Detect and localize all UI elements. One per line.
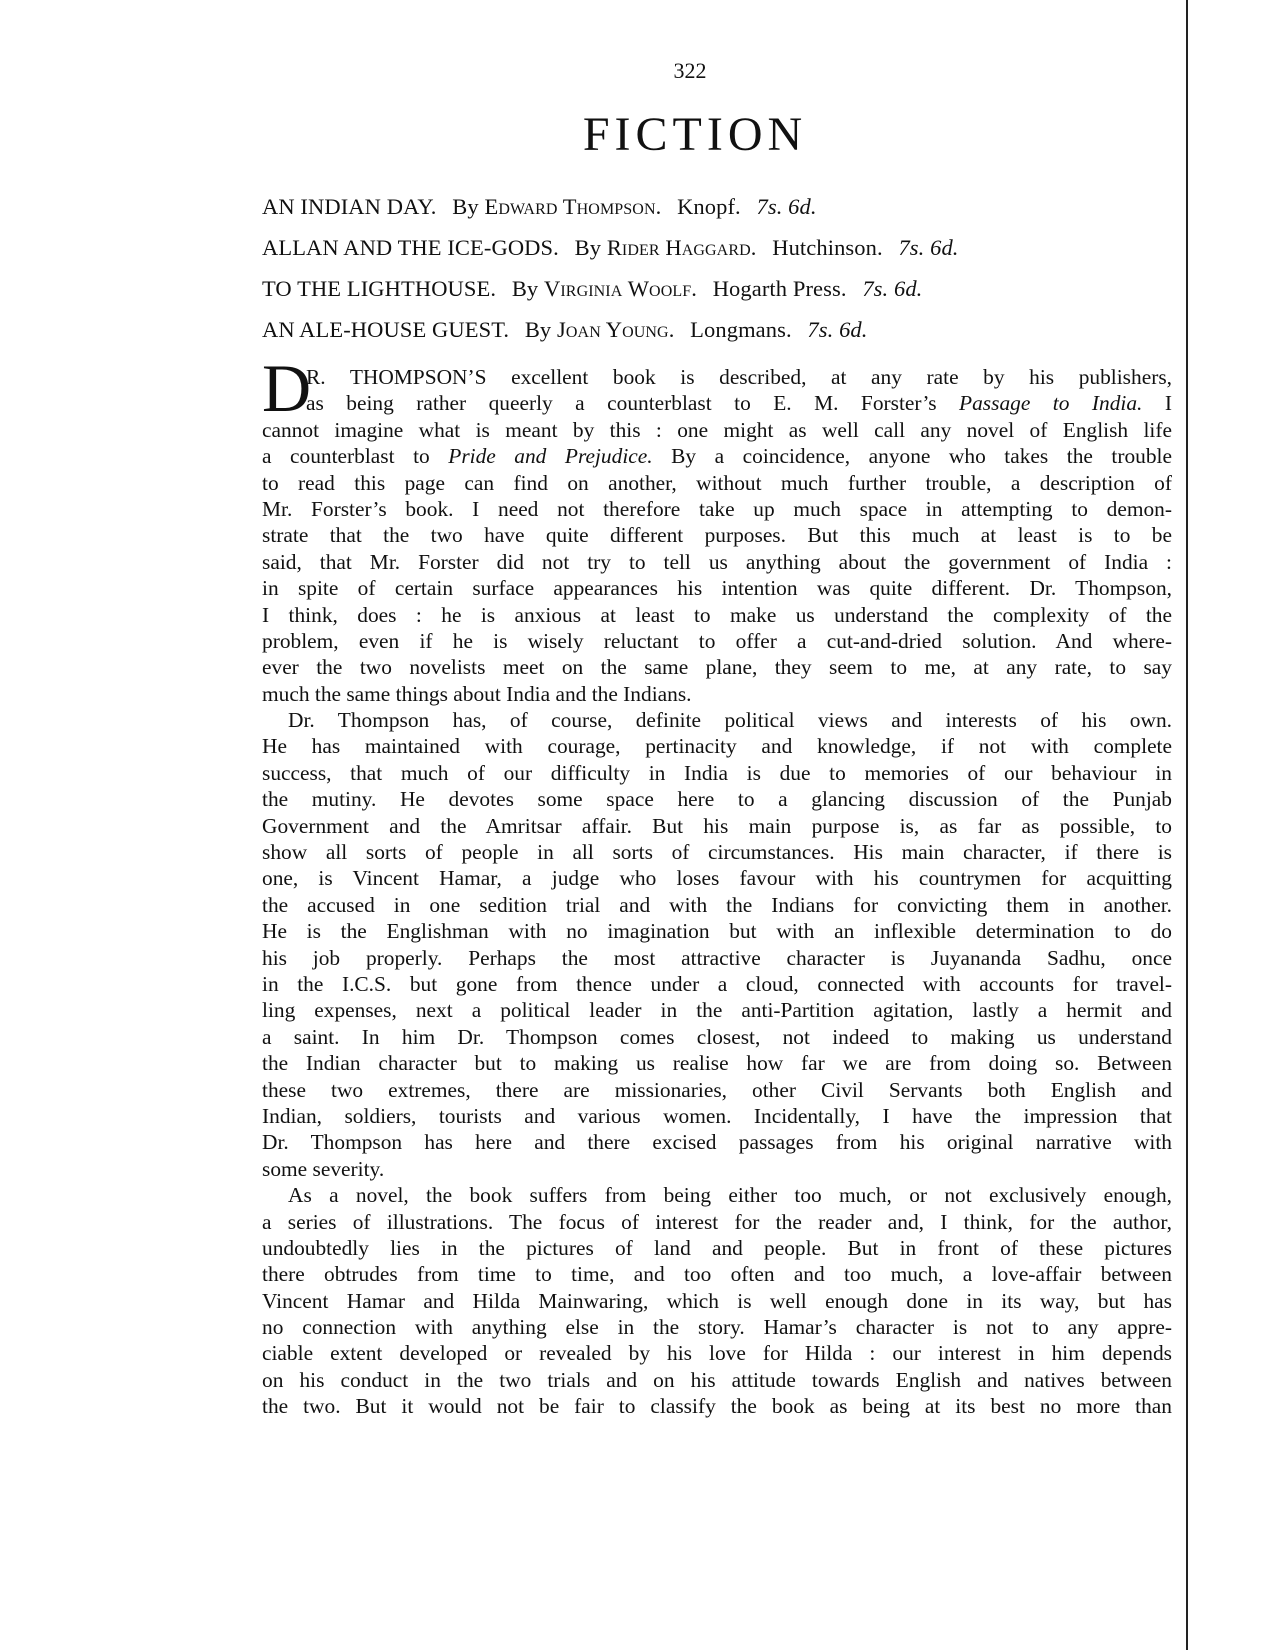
by-label: By bbox=[452, 194, 479, 219]
book-price: 7s. 6d. bbox=[807, 317, 868, 342]
book-author: Edward Thompson. bbox=[484, 194, 662, 219]
page-edge-rule bbox=[1186, 0, 1188, 1650]
review-list bbox=[262, 186, 1162, 350]
review-entry bbox=[262, 268, 1162, 309]
text-line: cannot imagine what is meant by this : one might as well call any novel of English life bbox=[262, 417, 1172, 442]
text-line: I think, does : he is anxious at least to make us understand the complexity of the bbox=[262, 602, 1172, 627]
book-publisher: Hutchinson. bbox=[772, 235, 883, 260]
book-publisher: Knopf. bbox=[677, 194, 741, 219]
book-title: AN ALE-HOUSE GUEST. bbox=[262, 317, 510, 342]
text-line: there obtrudes from time to time, and too often and too much, a love-affair between bbox=[262, 1262, 1172, 1287]
book-publisher: Hogarth Press. bbox=[712, 276, 847, 301]
text-line: problem, even if he is wisely reluctant to offer a cut-and-dried solution. And where- bbox=[262, 628, 1172, 653]
text-line: undoubtedly lies in the pictures of land and people. But in front of these pictures bbox=[262, 1235, 1172, 1260]
text-line: Dr. Thompson has, of course, definite political views and interests of his own. bbox=[288, 708, 1172, 733]
text-line: his job properly. Perhaps the most attractive character is Juyananda Sadhu, once bbox=[262, 945, 1172, 970]
text-line: a series of illustrations. The focus of interest for the reader and, I think, for the author, bbox=[262, 1209, 1172, 1234]
review-entry bbox=[262, 186, 1162, 227]
text-line: As a novel, the book suffers from being either too much, or not exclusively enough, bbox=[288, 1183, 1172, 1208]
book-price: 7s. 6d. bbox=[898, 235, 959, 260]
text-line: the accused in one sedition trial and with the Indians for convicting them in another. bbox=[262, 892, 1172, 917]
text-line: ling expenses, next a political leader in the anti-Partition agitation, lastly a hermit and bbox=[262, 998, 1172, 1023]
text-line: Indian, soldiers, tourists and various women. Incidentally, I have the impression that bbox=[262, 1103, 1172, 1128]
text-line: Mr. Forster’s book. I need not therefore take up much space in attempting to demon- bbox=[262, 496, 1172, 521]
book-publisher: Longmans. bbox=[690, 317, 792, 342]
text-line: Vincent Hamar and Hilda Mainwaring, which is well enough done in its way, but has bbox=[262, 1288, 1172, 1313]
italic-title: Pride and Prejudice. bbox=[448, 444, 653, 469]
book-title: ALLAN AND THE ICE-GODS. bbox=[262, 235, 559, 260]
text-line: one, is Vincent Hamar, a judge who loses favour with his countrymen for acquitting bbox=[262, 866, 1172, 891]
text-line: these two extremes, there are missionaries, other Civil Servants both English and bbox=[262, 1077, 1172, 1102]
book-price: 7s. 6d. bbox=[756, 194, 817, 219]
review-entry bbox=[262, 309, 1162, 350]
text-line: the Indian character but to making us realise how far we are from doing so. Between bbox=[262, 1051, 1172, 1076]
book-author: Virginia Woolf. bbox=[544, 276, 697, 301]
text-line: a saint. In him Dr. Thompson comes closest, not indeed to making us understand bbox=[262, 1024, 1172, 1049]
page-number: 322 bbox=[673, 58, 707, 83]
text-line: much the same things about India and the Indians. bbox=[262, 681, 692, 706]
text-line: no connection with anything else in the story. Hamar’s character is not to any appre- bbox=[262, 1315, 1172, 1340]
text-line: to read this page can find on another, without much further trouble, a description of bbox=[262, 470, 1172, 495]
text-line: on his conduct in the two trials and on his attitude towards English and natives between bbox=[262, 1367, 1172, 1392]
drop-cap: D bbox=[262, 350, 312, 426]
text-line: the mutiny. He devotes some space here to a glancing discussion of the Punjab bbox=[262, 787, 1172, 812]
text-line: some severity. bbox=[262, 1156, 385, 1181]
book-price: 7s. 6d. bbox=[862, 276, 923, 301]
text-line: R. THOMPSON’S excellent book is described, at any rate by his publishers, bbox=[306, 365, 1172, 389]
italic-title: Passage to India. bbox=[959, 391, 1143, 416]
text-line: in the I.C.S. but gone from thence under a cloud, connected with accounts for travel- bbox=[262, 971, 1172, 996]
text-line: success, that much of our difficulty in India is due to memories of our behaviour in bbox=[262, 760, 1172, 785]
text-line: the two. But it would not be fair to classify the book as being at its best no more than bbox=[262, 1394, 1172, 1419]
by-label: By bbox=[574, 235, 602, 260]
book-author: Rider Haggard. bbox=[606, 235, 757, 260]
text-line: in spite of certain surface appearances his intention was quite different. Dr. Thompson, bbox=[262, 576, 1172, 601]
text-line: as being rather queerly a counterblast to E. M. Forster’s Passage to India. I bbox=[306, 391, 1172, 416]
by-label: By bbox=[511, 276, 539, 301]
text-line: ever the two novelists meet on the same plane, they seem to me, at any rate, to say bbox=[262, 655, 1172, 680]
book-title: AN INDIAN DAY. bbox=[262, 194, 437, 219]
text-line: said, that Mr. Forster did not try to tell us anything about the government of India : bbox=[262, 549, 1172, 574]
text-line: Government and the Amritsar affair. But his main purpose is, as far as possible, to bbox=[262, 813, 1172, 838]
book-title: TO THE LIGHTHOUSE. bbox=[262, 276, 497, 301]
review-entry bbox=[262, 227, 1162, 268]
text-line: He has maintained with courage, pertinacity and knowledge, if not with complete bbox=[262, 734, 1172, 759]
text-line: He is the Englishman with no imagination but with an inflexible determination to do bbox=[262, 919, 1172, 944]
text-line: a counterblast to Pride and Prejudice. By a coincidence, anyone who takes the trouble bbox=[262, 444, 1172, 469]
text-line: Dr. Thompson has here and there excised passages from his original narrative with bbox=[262, 1130, 1172, 1155]
book-author: Joan Young. bbox=[557, 317, 675, 342]
review-body bbox=[262, 364, 1172, 1420]
text-line: show all sorts of people in all sorts of circumstances. His main character, if there is bbox=[262, 840, 1172, 865]
text-line: strate that the two have quite different purposes. But this much at least is to be bbox=[262, 523, 1172, 548]
text-line: ciable extent developed or revealed by his love for Hilda : our interest in him depends bbox=[262, 1341, 1172, 1366]
by-label: By bbox=[524, 317, 552, 342]
section-title: FICTION bbox=[582, 108, 808, 161]
